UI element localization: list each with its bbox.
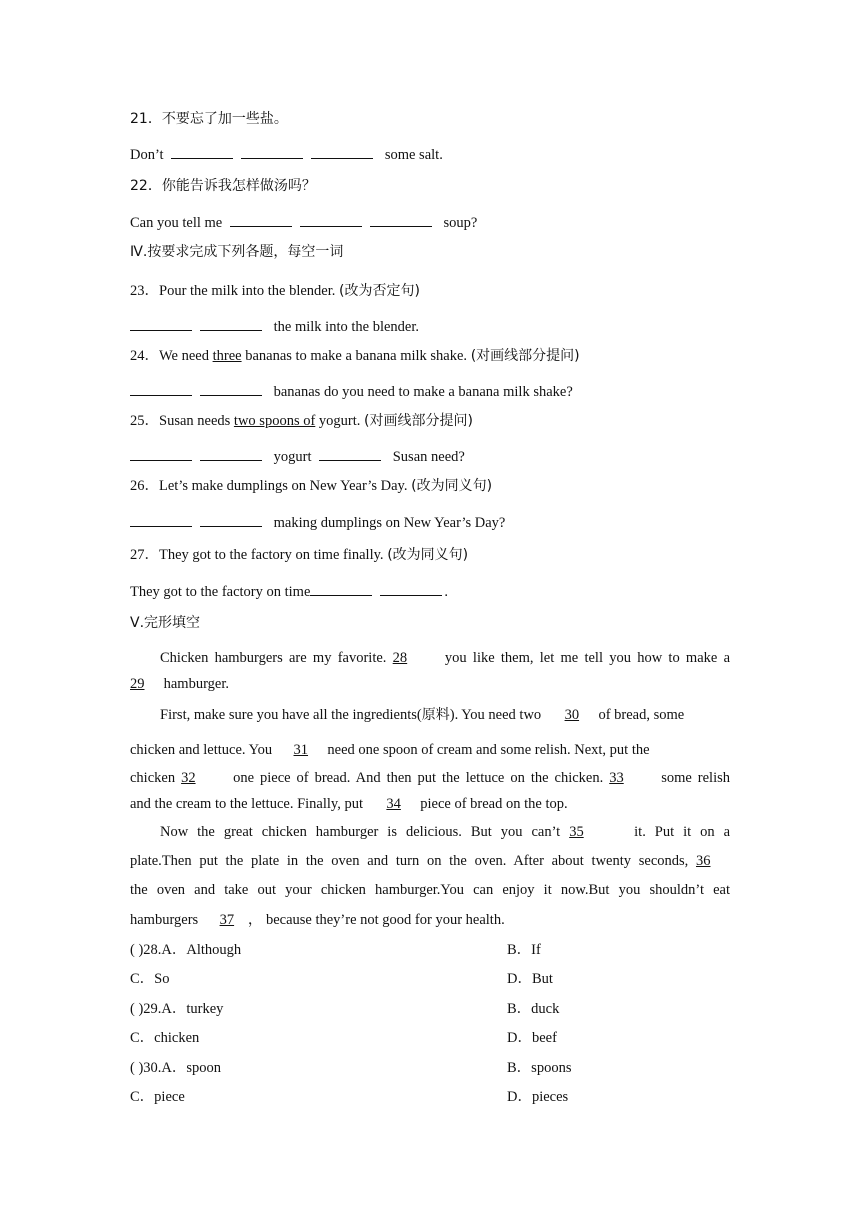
cloze-blank-32[interactable]: 32 bbox=[181, 770, 196, 786]
answer-text: yogurt bbox=[273, 449, 312, 465]
question-number: 25． bbox=[130, 413, 159, 429]
option-28-a[interactable]: ( )28.A．Although bbox=[130, 942, 242, 958]
question-25 bbox=[130, 412, 473, 430]
chinese-prompt: 你能告诉我怎样做汤吗？ bbox=[161, 178, 316, 194]
question-text: They got to the factory on time finally. bbox=[159, 547, 388, 563]
question-text: We need bbox=[159, 348, 213, 364]
answer-blank[interactable] bbox=[200, 317, 262, 331]
answer-blank[interactable] bbox=[380, 582, 442, 596]
answer-text: soup? bbox=[443, 215, 478, 231]
cloze-blank-37[interactable]: 37 bbox=[219, 912, 235, 928]
question-text: yogurt. bbox=[315, 413, 365, 429]
passage-line bbox=[130, 769, 730, 787]
answer-blank[interactable] bbox=[300, 213, 362, 227]
question-26 bbox=[130, 477, 492, 495]
answer-blank[interactable] bbox=[200, 513, 262, 527]
option-28-c[interactable]: C．So bbox=[130, 971, 170, 987]
passage-line bbox=[130, 675, 229, 693]
cloze-blank-28[interactable]: 28 bbox=[392, 650, 408, 666]
answer-blank[interactable] bbox=[311, 145, 373, 159]
option-30-a[interactable]: ( )30.A．spoon bbox=[130, 1060, 222, 1076]
question-text: Pour the milk into the blender. bbox=[159, 283, 340, 299]
answer-text: Susan need? bbox=[392, 449, 465, 465]
option-29-d[interactable]: D．beef bbox=[507, 1030, 557, 1046]
passage-text: need one spoon of cream and some relish. Next, put the bbox=[327, 742, 650, 758]
passage-text: piece of bread on the top. bbox=[420, 796, 568, 812]
cloze-blank-31[interactable]: 31 bbox=[293, 742, 309, 758]
option-30-b[interactable]: B．spoons bbox=[507, 1060, 572, 1076]
option-29-a[interactable]: ( )29.A．turkey bbox=[130, 1001, 224, 1017]
question-23-answer bbox=[130, 317, 419, 336]
answer-blank[interactable] bbox=[230, 213, 292, 227]
answer-text: They got to the factory on time bbox=[130, 584, 311, 600]
answer-blank[interactable] bbox=[130, 382, 192, 396]
question-24-answer bbox=[130, 382, 573, 401]
question-number: 27． bbox=[130, 547, 159, 563]
chinese-prompt: 不要忘了加一些盐。 bbox=[161, 111, 288, 127]
instruction-note: (对画线部分提问) bbox=[364, 413, 473, 429]
question-27 bbox=[130, 546, 468, 564]
option-29-c[interactable]: C．chicken bbox=[130, 1030, 200, 1046]
passage-line bbox=[160, 823, 730, 841]
question-text: Susan needs bbox=[159, 413, 234, 429]
passage-text: hamburgers bbox=[130, 912, 199, 928]
passage-line bbox=[130, 881, 730, 899]
passage-line bbox=[160, 649, 730, 667]
passage-text: the oven and take out your chicken hamburger.You can enjoy it now.But you shouldn’t eat bbox=[130, 882, 730, 898]
question-23 bbox=[130, 282, 420, 300]
option-29-b[interactable]: B．duck bbox=[507, 1001, 560, 1017]
question-number: 21． bbox=[130, 111, 162, 127]
answer-blank[interactable] bbox=[370, 213, 432, 227]
answer-blank[interactable] bbox=[130, 317, 192, 331]
passage-line bbox=[130, 911, 505, 929]
passage-line bbox=[160, 706, 684, 724]
section-v-heading: Ⅴ.完形填空 bbox=[130, 615, 201, 631]
passage-text: ， because they’re not good for your health. bbox=[247, 912, 505, 928]
instruction-note: (改为同义句) bbox=[411, 478, 493, 494]
answer-blank[interactable] bbox=[310, 582, 372, 596]
question-27-answer bbox=[130, 582, 448, 601]
question-text: Let’s make dumplings on New Year’s Day. bbox=[159, 478, 412, 494]
passage-text: chicken and lettuce. You bbox=[130, 742, 273, 758]
cloze-blank-29[interactable]: 29 bbox=[130, 676, 145, 692]
question-21-prompt bbox=[130, 110, 288, 128]
question-25-answer bbox=[130, 447, 465, 466]
option-28-b[interactable]: B．If bbox=[507, 942, 541, 958]
section-iv-heading: Ⅳ.按要求完成下列各题，每空一词 bbox=[130, 244, 344, 260]
answer-text: Don’t bbox=[130, 147, 164, 163]
passage-text: Now the great chicken hamburger is delicious. But you can’t bbox=[160, 824, 561, 840]
answer-blank[interactable] bbox=[130, 513, 192, 527]
answer-text: bananas do you need to make a banana milk shake? bbox=[273, 384, 573, 400]
option-30-d[interactable]: D．pieces bbox=[507, 1089, 569, 1105]
passage-text: 原料 bbox=[421, 707, 450, 723]
answer-blank[interactable] bbox=[200, 447, 262, 461]
passage-text: hamburger. bbox=[163, 676, 229, 692]
passage-text: chicken bbox=[130, 770, 176, 786]
passage-line bbox=[130, 852, 730, 870]
answer-text: the milk into the blender. bbox=[273, 319, 420, 335]
question-21-answer bbox=[130, 145, 443, 164]
instruction-note: (改为否定句) bbox=[339, 283, 420, 299]
passage-text: some relish bbox=[661, 770, 731, 786]
answer-text: some salt. bbox=[384, 147, 443, 163]
answer-text: making dumplings on New Year’s Day? bbox=[273, 515, 506, 531]
cloze-blank-36[interactable]: 36 bbox=[696, 853, 711, 869]
passage-text: you like them, let me tell you how to make a bbox=[444, 650, 731, 666]
option-30-c[interactable]: C．piece bbox=[130, 1089, 185, 1105]
question-number: 24． bbox=[130, 348, 159, 364]
answer-blank[interactable] bbox=[171, 145, 233, 159]
answer-blank[interactable] bbox=[241, 145, 303, 159]
question-text: bananas to make a banana milk shake. bbox=[241, 348, 471, 364]
cloze-blank-35[interactable]: 35 bbox=[569, 824, 584, 840]
question-22-prompt bbox=[130, 177, 316, 195]
question-26-answer bbox=[130, 513, 505, 532]
passage-line bbox=[130, 741, 650, 759]
question-22-answer bbox=[130, 213, 477, 232]
passage-text: First, make sure you have all the ingredients( bbox=[160, 707, 422, 723]
option-28-d[interactable]: D．But bbox=[507, 971, 553, 987]
cloze-blank-34[interactable]: 34 bbox=[386, 796, 401, 812]
instruction-note: (改为同义句) bbox=[387, 547, 469, 563]
question-number: 23． bbox=[130, 283, 159, 299]
passage-text: Chicken hamburgers are my favorite. bbox=[160, 650, 387, 666]
instruction-note: (对画线部分提问) bbox=[470, 348, 580, 364]
passage-text: it. Put it on a bbox=[634, 824, 731, 840]
answer-blank[interactable] bbox=[200, 382, 262, 396]
passage-line bbox=[130, 795, 568, 813]
question-number: 26． bbox=[130, 478, 159, 494]
answer-blank[interactable] bbox=[319, 447, 381, 461]
answer-text: . bbox=[444, 584, 449, 600]
question-24 bbox=[130, 347, 580, 365]
underlined-phrase: two spoons of bbox=[233, 413, 316, 429]
answer-text: Can you tell me bbox=[130, 215, 223, 231]
passage-text: plate.Then put the plate in the oven and turn on the oven. After about twenty seconds, bbox=[130, 853, 689, 869]
underlined-word: three bbox=[212, 348, 242, 364]
answer-blank[interactable] bbox=[130, 447, 192, 461]
cloze-blank-30[interactable]: 30 bbox=[564, 707, 580, 723]
passage-text: of bread, some bbox=[598, 707, 685, 723]
question-number: 22． bbox=[130, 178, 162, 194]
cloze-blank-33[interactable]: 33 bbox=[609, 770, 624, 786]
passage-text: and the cream to the lettuce. Finally, put bbox=[130, 796, 363, 812]
passage-text: one piece of bread. And then put the lettuce on the chicken. bbox=[233, 770, 604, 786]
passage-text: ). You need two bbox=[449, 707, 542, 723]
